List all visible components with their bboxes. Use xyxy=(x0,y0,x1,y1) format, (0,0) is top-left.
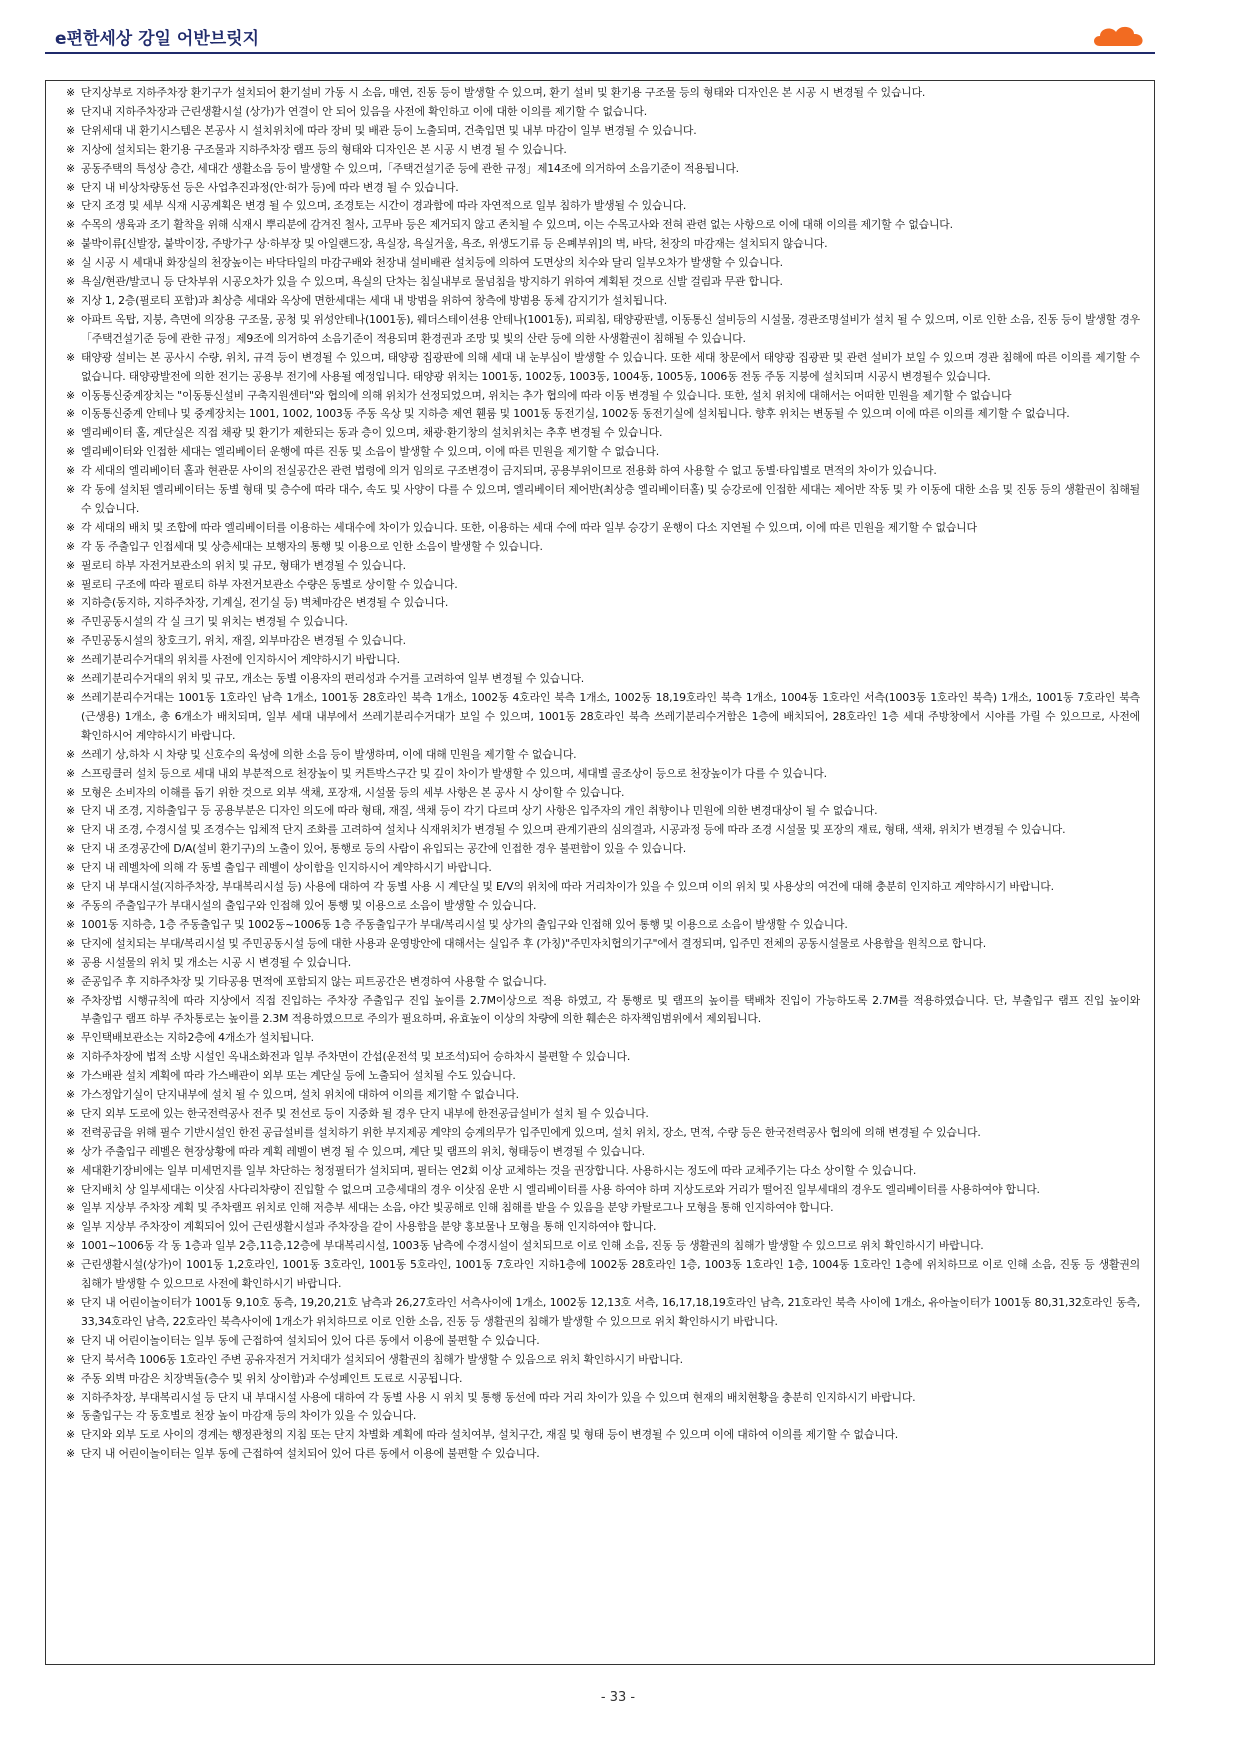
note-item xyxy=(66,1237,1140,1256)
note-item xyxy=(66,1048,1140,1067)
note-text: 단지 조경 및 세부 식재 시공계획은 변경 될 수 있으며, 조경토는 시간이 경과함에 따라 자연적으로 일부 침하가 발생될 수 있습니다. xyxy=(81,199,687,213)
note-text: 단지내 지하주차장과 근린생활시설 (상가)가 연결이 안 되어 있음을 사전에 확인하고 이에 대한 이의를 제기할 수 없습니다. xyxy=(81,104,647,118)
reference-mark-icon: ※ xyxy=(66,312,75,326)
reference-mark-icon: ※ xyxy=(66,861,75,875)
page-number: - 33 - xyxy=(600,1690,636,1705)
note-text: 붙박이류[신발장, 붙박이장, 주방가구 상·하부장 및 아일랜드장, 욕실장, 욕실거울, 욕조, 위생도기류 등 은폐부위]의 벽, 바닥, 천장의 마감재는 설치되지 않습니다. xyxy=(81,237,828,251)
note-text: 공동주택의 특성상 층간, 세대간 생활소음 등이 발생할 수 있으며,「주택건설기준 등에 관한 규정」제14조에 의거하여 소음기준이 적용됩니다. xyxy=(81,161,739,175)
note-item xyxy=(66,254,1140,273)
note-item xyxy=(66,1199,1140,1218)
note-item xyxy=(66,1181,1140,1200)
note-text: 주동의 주출입구가 부대시설의 출입구와 인접해 있어 통행 및 이용으로 소음이 발생할 수 있습니다. xyxy=(81,898,537,912)
note-item xyxy=(66,632,1140,651)
reference-mark-icon: ※ xyxy=(66,1390,75,1404)
reference-mark-icon: ※ xyxy=(66,350,75,364)
note-item xyxy=(66,992,1140,1030)
note-text: 단지 외부 도로에 있는 한국전력공사 전주 및 전선로 등이 지중화 될 경우 단지 내부에 한전공급설비가 설치 될 수 있습니다. xyxy=(81,1106,649,1120)
note-item xyxy=(66,405,1140,424)
note-text: 공용 시설물의 위치 및 개소는 시공 시 변경될 수 있습니다. xyxy=(81,955,351,969)
reference-mark-icon: ※ xyxy=(66,974,75,988)
reference-mark-icon: ※ xyxy=(66,672,75,686)
notes-frame xyxy=(45,80,1155,1665)
note-text: 아파트 옥탑, 지붕, 측면에 의장용 구조물, 공청 및 위성안테나(1001동), 웨더스테이션용 안테나(1001동), 피뢰침, 태양광판넬, 이동통신 설비등의 시설물, 경관조명설비가 설치 될 수 있으며, 이로 인한 소음, 진동 등이 발생할 경우「주택건설기준 등에 관한 규정」제9조에 의거하여 소음기준이 적용되며 환경권과 조망 및 빛의 산란 등에 의한 사생활권이 침해될 수 있습니다. xyxy=(81,312,1140,345)
note-text: 쓰레기분리수거대의 위치 및 규모, 개소는 동별 이용자의 편리성과 수거를 고려하여 일부 변경될 수 있습니다. xyxy=(81,672,585,686)
note-item xyxy=(66,765,1140,784)
reference-mark-icon: ※ xyxy=(66,653,75,667)
note-item xyxy=(66,746,1140,765)
reference-mark-icon: ※ xyxy=(66,218,75,232)
note-text: 이동통신중계 안테나 및 중계장치는 1001, 1002, 1003동 주동 옥상 및 지하층 제연 휀룸 및 1001동 동전기실, 1002동 동전기실에 설치됩니다. 향후 위치는 변동될 수 있으며 이에 따른 이의를 제기할 수 없습니다. xyxy=(81,407,1070,421)
note-item xyxy=(66,594,1140,613)
reference-mark-icon: ※ xyxy=(66,123,75,137)
reference-mark-icon: ※ xyxy=(66,1031,75,1045)
reference-mark-icon: ※ xyxy=(66,898,75,912)
note-text: 각 세대의 엘리베이터 홀과 현관문 사이의 전실공간은 관련 법령에 의거 임의로 구조변경이 금지되며, 공용부위이므로 전용화 하여 사용할 수 없고 동별·타입별로 면적의 차이가 있습니다. xyxy=(81,464,937,478)
note-text: 엘리베이터 홀, 계단실은 직접 채광 및 환기가 제한되는 동과 층이 있으며, 채광·환기창의 설치위치는 추후 변경될 수 있습니다. xyxy=(81,426,663,440)
note-text: 1001~1006동 각 동 1층과 일부 2층,11층,12층에 부대복리시설, 1003동 남측에 수경시설이 설치되므로 이로 인해 소음, 진동 등 생활권의 침해가 발생할 수 있으므로 위치 확인하시기 바랍니다. xyxy=(81,1239,984,1253)
note-text: 주차장법 시행규칙에 따라 지상에서 직접 진입하는 주차장 주출입구 진입 높이를 2.7M이상으로 적용 하였고, 각 통행로 및 램프의 높이를 택배차 진입이 가능하도록 2.7M를 적용하였습니다. 단, 부출입구 램프 진입 높이와 부출입구 램프 하부 주차통로는 높이를 2.3M 적용하였으므로 주의가 필요하며, 유효높이 이상의 차량에 의한 훼손은 하자책임범위에서 제외됩니다. xyxy=(81,993,1140,1026)
note-text: 세대환기장비에는 일부 미세먼지를 일부 차단하는 청정필터가 설치되며, 필터는 연2회 이상 교체하는 것을 권장합니다. 사용하시는 정도에 따라 교체주기는 다소 상이할 수 있습니다. xyxy=(81,1163,917,1177)
page-header xyxy=(0,0,1236,60)
note-text: 스프링클러 설치 등으로 세대 내외 부분적으로 천장높이 및 커튼박스구간 및 깊이 차이가 발생할 수 있으며, 세대별 골조상이 등으로 천장높이가 다를 수 있습니다. xyxy=(81,766,827,780)
note-item xyxy=(66,216,1140,235)
note-item xyxy=(66,1162,1140,1181)
reference-mark-icon: ※ xyxy=(66,634,75,648)
note-item xyxy=(66,651,1140,670)
reference-mark-icon: ※ xyxy=(66,1352,75,1366)
reference-mark-icon: ※ xyxy=(66,1220,75,1234)
reference-mark-icon: ※ xyxy=(66,1428,75,1442)
note-text: 무인택배보관소는 지하2층에 4개소가 설치됩니다. xyxy=(81,1031,314,1045)
header-divider xyxy=(45,52,1155,54)
reference-mark-icon: ※ xyxy=(66,86,75,99)
note-item xyxy=(66,689,1140,746)
note-text: 단지 내 조경, 지하출입구 등 공용부분은 디자인 의도에 따라 형태, 재질, 색채 등이 각기 다르며 상기 사항은 입주자의 개인 취향이나 민원에 의한 변경대상이 될 수 없습니다. xyxy=(81,804,878,818)
reference-mark-icon: ※ xyxy=(66,955,75,969)
note-text: 단지 내 레벨차에 의해 각 동별 출입구 레벨이 상이함을 인지하시어 계약하시기 바랍니다. xyxy=(81,861,492,875)
note-text: 필로티 하부 자전거보관소의 위치 및 규모, 형태가 변경될 수 있습니다. xyxy=(81,558,406,572)
reference-mark-icon: ※ xyxy=(66,275,75,289)
note-text: 모형은 소비자의 이해를 돕기 위한 것으로 외부 색채, 포장재, 시설물 등의 세부 사항은 본 공사 시 상이할 수 있습니다. xyxy=(81,785,625,799)
note-text: 각 동에 설치된 엘리베이터는 동별 형태 및 층수에 따라 대수, 속도 및 사양이 다를 수 있으며, 엘리베이터 제어반(최상층 엘리베이터홀) 및 승강로에 인접한 세대는 제어반 작동 및 카 이동에 대한 소음 및 진동 등의 생활권이 침해될 수 있습니다. xyxy=(81,483,1140,515)
reference-mark-icon: ※ xyxy=(66,577,75,591)
note-text: 상가 주출입구 레벨은 현장상황에 따라 계획 레벨이 변경 될 수 있으며, 계단 및 램프의 위치, 형태등이 변경될 수 있습니다. xyxy=(81,1144,645,1158)
note-text: 지하층(동지하, 지하주차장, 기계실, 전기실 등) 벽체마감은 변경될 수 있습니다. xyxy=(81,596,449,610)
reference-mark-icon: ※ xyxy=(66,539,75,553)
reference-mark-icon: ※ xyxy=(66,293,75,307)
note-item xyxy=(66,613,1140,632)
reference-mark-icon: ※ xyxy=(66,1371,75,1385)
note-text: 쓰레기분리수거대의 위치를 사전에 인지하시어 계약하시기 바랍니다. xyxy=(81,653,400,667)
note-text: 이동통신중계장치는 "이동통신설비 구축지원센터"와 협의에 의해 위치가 선정되었으며, 위치는 추가 협의에 따라 이동 변경될 수 있습니다. 또한, 설치 위치에 대해서는 어떠한 민원을 제기할 수 없습니다 xyxy=(81,388,1012,402)
note-item xyxy=(66,954,1140,973)
note-text: 단지 내 조경공간에 D/A(설비 환기구)의 노출이 있어, 통행로 등의 사람이 유입되는 공간에 인접한 경우 불편함이 있을 수 있습니다. xyxy=(81,842,686,856)
note-item xyxy=(66,1407,1140,1426)
note-text: 근린생활시설(상가)이 1001동 1,2호라인, 1001동 3호라인, 1001동 5호라인, 1001동 7호라인 지하1층에 1002동 28호라인 1층, 1003동 1호라인 1층, 1004동 1호라인 1층에 위치하므로 이로 인해 소음, 진동 등 생활권의 침해가 발생할 수 있으므로 사전에 확인하시기 바랍니다. xyxy=(81,1258,1140,1291)
note-item xyxy=(66,1256,1140,1294)
note-item xyxy=(66,802,1140,821)
note-item xyxy=(66,1029,1140,1048)
note-item xyxy=(66,197,1140,216)
note-text: 지상에 설치되는 환기용 구조물과 지하주차장 램프 등의 형태와 디자인은 본 시공 시 변경 될 수 있습니다. xyxy=(81,142,567,156)
note-item xyxy=(66,1351,1140,1370)
reference-mark-icon: ※ xyxy=(66,558,75,572)
note-text: 가스배관 설치 계획에 따라 가스배관이 외부 또는 계단실 등에 노출되어 설치될 수도 있습니다. xyxy=(81,1069,516,1083)
note-text: 주민공동시설의 창호크기, 위치, 재질, 외부마감은 변경될 수 있습니다. xyxy=(81,634,406,648)
reference-mark-icon: ※ xyxy=(66,464,75,478)
reference-mark-icon: ※ xyxy=(66,804,75,818)
note-item xyxy=(66,576,1140,595)
note-item xyxy=(66,1218,1140,1237)
reference-mark-icon: ※ xyxy=(66,199,75,213)
reference-mark-icon: ※ xyxy=(66,1239,75,1253)
reference-mark-icon: ※ xyxy=(66,880,75,894)
reference-mark-icon: ※ xyxy=(66,1163,75,1177)
note-item xyxy=(66,160,1140,179)
note-text: 단지와 외부 도로 사이의 경계는 행정관청의 지침 또는 단지 차별화 계획에 따라 설치여부, 설치구간, 재질 및 형태 등이 변경될 수 있으며 이에 대하여 이의를 제기할 수 없습니다. xyxy=(81,1428,899,1442)
reference-mark-icon: ※ xyxy=(66,256,75,270)
reference-mark-icon: ※ xyxy=(66,1088,75,1102)
notes-list xyxy=(66,84,1140,1464)
note-text: 각 동 주출입구 인접세대 및 상층세대는 보행자의 통행 및 이용으로 인한 소음이 발생할 수 있습니다. xyxy=(81,539,543,553)
reference-mark-icon: ※ xyxy=(66,785,75,799)
note-item xyxy=(66,1086,1140,1105)
reference-mark-icon: ※ xyxy=(66,1050,75,1064)
reference-mark-icon: ※ xyxy=(66,1144,75,1158)
note-text: 단지에 설치되는 부대/복리시설 및 주민공동시설 등에 대한 사용과 운영방안에 대해서는 실입주 후 (가칭)"주민자치협의기구"에서 결정되며, 입주민 전체의 공동시설물로 사용함을 원칙으로 합니다. xyxy=(81,936,986,950)
note-item xyxy=(66,84,1140,103)
note-item xyxy=(66,235,1140,254)
note-item xyxy=(66,1143,1140,1162)
note-text: 쓰레기분리수거대는 1001동 1호라인 남측 1개소, 1001동 28호라인 북측 1개소, 1002동 4호라인 북측 1개소, 1002동 18,19호라인 북측 1개소, 1004동 1호라인 서측(1003동 1호라인 북측) 1개소, 1001동 7호라인 북측(근생용) 1개소, 총 6개소가 배치되며, 일부 세대 내부에서 쓰레기분리수거대가 보일 수 있으며, 1001동 28호라인 북측 쓰레기분리수거함은 1층에 배치되어, 28호라인 1층 세대 주방창에서 시야를 가릴 수 있으므로, 사전에 확인하시어 계약하시기 바랍니다. xyxy=(81,691,1140,742)
note-text: 일부 지상부 주차장이 계획되어 있어 근린생활시설과 주차장을 같이 사용함을 분양 홍보물나 모형을 통해 인지하여야 합니다. xyxy=(81,1220,657,1234)
note-item xyxy=(66,784,1140,803)
note-item xyxy=(66,897,1140,916)
note-text: 단지 내 비상차량동선 등은 사업추진과정(안·허가 등)에 따라 변경 될 수 있습니다. xyxy=(81,180,459,194)
note-text: 단지 북서측 1006동 1호라인 주변 공유자전거 거치대가 설치되어 생활권의 침해가 발생할 수 있음으로 위치 확인하시기 바랍니다. xyxy=(81,1352,683,1366)
note-item xyxy=(66,122,1140,141)
reference-mark-icon: ※ xyxy=(66,237,75,251)
note-item xyxy=(66,821,1140,840)
note-item xyxy=(66,557,1140,576)
note-text: 단지 내 부대시설(지하주차장, 부대복리시설 등) 사용에 대하여 각 동별 사용 시 계단실 및 E/V의 위치에 따라 거리차이가 있을 수 있으며 이의 위치 및 사용상의 여건에 대해 충분히 인지하고 계약하시기 바랍니다. xyxy=(81,880,1054,894)
note-item xyxy=(66,424,1140,443)
note-text: 지하주차장, 부대복리시설 등 단지 내 부대시설 사용에 대하여 각 동별 사용 시 위치 및 통행 동선에 따라 거리 차이가 있을 수 있으며 현재의 배치현황을 충분히 인지하시기 바랍니다. xyxy=(81,1390,916,1404)
note-item xyxy=(66,859,1140,878)
note-text: 단지 내 어린이놀이터가 1001동 9,10호 동측, 19,20,21호 남측과 26,27호라인 서측사이에 1개소, 1002동 12,13호 서측, 16,17,18,19호라인 남측, 21호라인 북측 사이에 1개소, 유아놀이터가 1001동 80,31,32호라인 동측, 33,34호라인 남측, 22호라인 북측사이에 1개소가 위치하므로 이로 인한 소음, 진동 등 생활권의 침해가 발생할 수 있으므로 위치 확인하시기 바랍니다. xyxy=(81,1296,1140,1328)
note-item xyxy=(66,311,1140,349)
reference-mark-icon: ※ xyxy=(66,1106,75,1120)
cloud-logo-icon xyxy=(1090,20,1150,50)
note-item xyxy=(66,387,1140,406)
page-title: e편한세상 강일 어반브릿지 xyxy=(55,29,260,49)
note-item xyxy=(66,292,1140,311)
note-item xyxy=(66,519,1140,538)
note-item xyxy=(66,481,1140,519)
note-text: 각 세대의 배치 및 조합에 따라 엘리베이터를 이용하는 세대수에 차이가 있습니다. 또한, 이용하는 세대 수에 따라 일부 승강기 운행이 다소 지연될 수 있으며, 이에 따른 민원을 제기할 수 없습니다 xyxy=(81,520,977,534)
reference-mark-icon: ※ xyxy=(66,1182,75,1196)
note-text: 단지 내 어린이놀이터는 일부 동에 근접하여 설치되어 있어 다른 동에서 이용에 불편할 수 있습니다. xyxy=(81,1447,540,1461)
reference-mark-icon: ※ xyxy=(66,483,75,497)
note-text: 가스정압기실이 단지내부에 설치 될 수 있으며, 설치 위치에 대하여 이의를 제기할 수 없습니다. xyxy=(81,1088,519,1102)
reference-mark-icon: ※ xyxy=(66,766,75,780)
note-text: 단위세대 내 환기시스템은 본공사 시 설치위치에 따라 장비 및 배관 등이 노출되며, 건축입면 및 내부 마감이 일부 변경될 수 있습니다. xyxy=(81,123,697,137)
note-text: 준공입주 후 지하주차장 및 기타공용 면적에 포함되지 않는 피트공간은 변경하여 사용할 수 없습니다. xyxy=(81,974,547,988)
note-text: 주민공동시설의 각 실 크기 및 위치는 변경될 수 있습니다. xyxy=(81,615,348,629)
note-text: 동출입구는 각 동호별로 천장 높이 마감재 등의 차이가 있을 수 있습니다. xyxy=(81,1409,417,1423)
reference-mark-icon: ※ xyxy=(66,1069,75,1083)
note-item xyxy=(66,141,1140,160)
note-item xyxy=(66,1445,1140,1464)
note-text: 지상 1, 2층(필로티 포함)과 최상층 세대와 옥상에 면한세대는 세대 내 방범을 위하여 창측에 방범용 동체 감지기가 설치됩니다. xyxy=(81,293,667,307)
reference-mark-icon: ※ xyxy=(66,917,75,931)
note-item xyxy=(66,670,1140,689)
note-item xyxy=(66,916,1140,935)
note-item xyxy=(66,103,1140,122)
reference-mark-icon: ※ xyxy=(66,1447,75,1461)
note-text: 일부 지상부 주차장 계획 및 주차램프 위치로 인해 저층부 세대는 소음, 야간 빛공해로 인해 침해를 받을 수 있음을 분양 카탈로그나 모형을 통해 인지하여야 합니다. xyxy=(81,1201,834,1215)
note-text: 단지배치 상 일부세대는 이삿짐 사다리차량이 진입할 수 없으며 고층세대의 경우 이삿짐 운반 시 엘리베이터를 사용 하여야 하며 지상도로와 거리가 떨어진 일부세대의 경우도 엘리베이터를 사용하여야 합니다. xyxy=(81,1182,1040,1196)
reference-mark-icon: ※ xyxy=(66,445,75,459)
reference-mark-icon: ※ xyxy=(66,936,75,950)
note-text: 수목의 생육과 조기 활착을 위해 식재시 뿌리분에 감겨진 철사, 고무바 등은 제거되지 않고 존치될 수 있으며, 이는 수목고사와 전혀 관련 없는 사항으로 이에 대해 이의를 제기할 수 없습니다. xyxy=(81,218,953,232)
note-text: 엘리베이터와 인접한 세대는 엘리베이터 운행에 따른 진동 및 소음이 발생할 수 있으며, 이에 따른 민원을 제기할 수 없습니다. xyxy=(81,445,659,459)
note-item xyxy=(66,349,1140,387)
note-item xyxy=(66,179,1140,198)
note-item xyxy=(66,1067,1140,1086)
note-text: 단지 내 어린이놀이터는 일부 동에 근접하여 설치되어 있어 다른 동에서 이용에 불편할 수 있습니다. xyxy=(81,1333,540,1347)
note-item xyxy=(66,840,1140,859)
note-item xyxy=(66,1124,1140,1143)
note-text: 욕실/현관/발코니 등 단차부위 시공오차가 있을 수 있으며, 욕실의 단차는 침실내부로 물넘침을 방지하기 위하여 계획된 것으로 신발 걸림과 무관 합니다. xyxy=(81,275,783,289)
note-item xyxy=(66,1294,1140,1332)
reference-mark-icon: ※ xyxy=(66,1333,75,1347)
reference-mark-icon: ※ xyxy=(66,1125,75,1139)
reference-mark-icon: ※ xyxy=(66,388,75,402)
note-item xyxy=(66,443,1140,462)
reference-mark-icon: ※ xyxy=(66,180,75,194)
reference-mark-icon: ※ xyxy=(66,161,75,175)
note-item xyxy=(66,538,1140,557)
note-item xyxy=(66,1389,1140,1408)
note-item xyxy=(66,1370,1140,1389)
note-text: 지하주차장에 법적 소방 시설인 옥내소화전과 일부 주차면이 간섭(운전석 및 보조석)되어 승하차시 불편할 수 있습니다. xyxy=(81,1050,631,1064)
reference-mark-icon: ※ xyxy=(66,426,75,440)
note-text: 필로티 구조에 따라 필로티 하부 자전거보관소 수량은 동별로 상이할 수 있습니다. xyxy=(81,577,458,591)
reference-mark-icon: ※ xyxy=(66,520,75,534)
reference-mark-icon: ※ xyxy=(66,1258,75,1272)
note-text: 1001동 지하층, 1층 주동출입구 및 1002동~1006동 1층 주동출입구가 부대/복리시설 및 상가의 출입구와 인접해 있어 통행 및 이용으로 소음이 발생할 수 있습니다. xyxy=(81,917,848,931)
reference-mark-icon: ※ xyxy=(66,104,75,118)
note-item xyxy=(66,1332,1140,1351)
reference-mark-icon: ※ xyxy=(66,823,75,837)
reference-mark-icon: ※ xyxy=(66,407,75,421)
note-item xyxy=(66,935,1140,954)
reference-mark-icon: ※ xyxy=(66,1409,75,1423)
reference-mark-icon: ※ xyxy=(66,615,75,629)
reference-mark-icon: ※ xyxy=(66,691,75,704)
note-item xyxy=(66,1426,1140,1445)
reference-mark-icon: ※ xyxy=(66,747,75,761)
note-text: 태양광 설비는 본 공사시 수량, 위치, 규격 등이 변경될 수 있으며, 태양광 집광판에 의해 세대 내 눈부심이 발생할 수 있습니다. 또한 세대 창문에서 태양광 집광판 및 관련 설비가 보일 수 있으며 경관 침해에 따른 이의를 제기할 수 없습니다. 태양광발전에 의한 전기는 공용부 전기에 사용될 예정입니다. 태양광 위치는 1001동, 1002동, 1003동, 1004동, 1005동, 1006동 전동 주동 지붕에 설치되며 시공시 변경될수 있습니다. xyxy=(81,350,1140,383)
reference-mark-icon: ※ xyxy=(66,142,75,156)
note-text: 주동 외벽 마감은 치장벽돌(층수 및 위치 상이함)과 수성페인트 도료로 시공됩니다. xyxy=(81,1371,463,1385)
reference-mark-icon: ※ xyxy=(66,993,75,1007)
note-text: 전력공급을 위해 필수 기반시설인 한전 공급설비를 설치하기 위한 부지제공 계약의 승계의무가 입주민에게 있으며, 설치 위치, 장소, 면적, 수량 등은 한국전력공사 협의에 의해 변경될 수 있습니다. xyxy=(81,1125,981,1139)
note-item xyxy=(66,1105,1140,1124)
reference-mark-icon: ※ xyxy=(66,1201,75,1215)
note-item xyxy=(66,462,1140,481)
reference-mark-icon: ※ xyxy=(66,1296,75,1309)
note-text: 쓰레기 상,하차 시 차량 및 신호수의 육성에 의한 소음 등이 발생하며, 이에 대해 민원을 제기할 수 없습니다. xyxy=(81,747,577,761)
note-text: 단지상부로 지하주차장 환기구가 설치되어 환기설비 가동 시 소음, 매연, 진동 등이 발생할 수 있으며, 환기 설비 및 환기용 구조물 등의 형태와 디자인은 본 시공 시 변경될 수 있습니다. xyxy=(81,86,926,99)
note-item xyxy=(66,878,1140,897)
reference-mark-icon: ※ xyxy=(66,842,75,856)
note-item xyxy=(66,273,1140,292)
note-item xyxy=(66,973,1140,992)
note-text: 단지 내 조경, 수경시설 및 조경수는 입체적 단지 조화를 고려하여 설치나 식재위치가 변경될 수 있으며 관계기관의 심의결과, 시공과정 등에 따라 조경 시설물 및 포장의 재료, 형태, 색채, 위치가 변경될 수 있습니다. xyxy=(81,823,1066,837)
note-text: 실 시공 시 세대내 화장실의 천장높이는 바닥타일의 마감구배와 천장내 설비배관 설치등에 의하여 도면상의 치수와 달리 일부오차가 발생할 수 있습니다. xyxy=(81,256,783,270)
reference-mark-icon: ※ xyxy=(66,596,75,610)
